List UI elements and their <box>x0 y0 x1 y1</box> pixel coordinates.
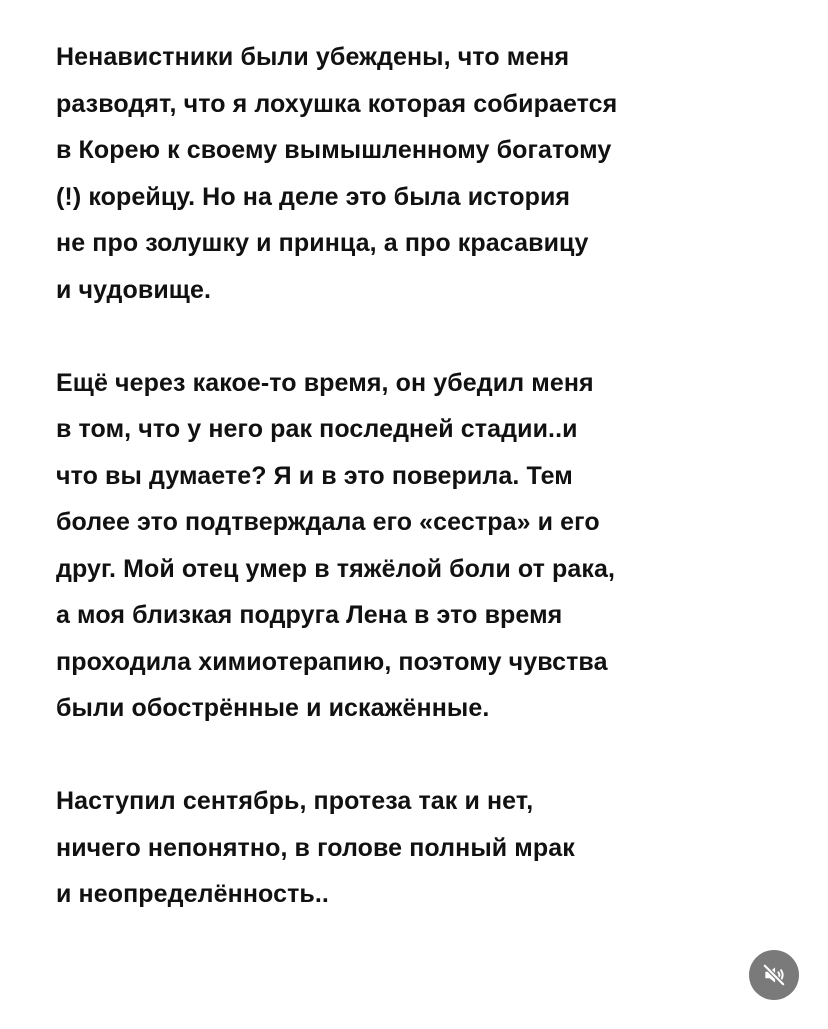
speaker-muted-icon <box>761 962 787 988</box>
text-line: проходила химиотерапию, поэтому чувства <box>56 647 608 676</box>
text-line: Наступил сентябрь, протеза так и нет, <box>56 787 534 815</box>
paragraph-spacer <box>56 313 776 360</box>
mute-button[interactable] <box>749 950 799 1000</box>
text-line: и неопределённость.. <box>56 880 329 908</box>
text-line: (!) корейцу. Но на деле это была история <box>56 182 571 211</box>
text-line: друг. Мой отец умер в тяжёлой боли от рака, <box>56 554 616 583</box>
text-line: и чудовище. <box>56 275 212 304</box>
paragraph-spacer <box>56 732 776 779</box>
text-line: а моя близкая подруга Лена в это время <box>56 601 563 629</box>
text-line: Ненавистники были убеждены, что меня <box>56 43 570 71</box>
text-line: не про золушку и принца, а про красавицу <box>56 229 589 257</box>
paragraph-3 <box>56 778 776 918</box>
paragraph-2 <box>56 360 776 732</box>
text-line: в том, что у него рак последней стадии..и <box>56 415 578 443</box>
text-line: были обострённые и искажённые. <box>56 694 490 722</box>
text-line: в Корею к своему вымышленному богатому <box>56 136 612 164</box>
text-line: ничего непонятно, в голове полный мрак <box>56 833 575 862</box>
text-line: Ещё через какое-то время, он убедил меня <box>56 368 594 397</box>
text-line: что вы думаете? Я и в это поверила. Тем <box>56 461 573 490</box>
text-line: разводят, что я лохушка которая собирается <box>56 89 618 118</box>
paragraph-1 <box>56 34 776 313</box>
text-line: более это подтверждала его «сестра» и его <box>56 508 600 536</box>
story-text <box>56 34 776 918</box>
